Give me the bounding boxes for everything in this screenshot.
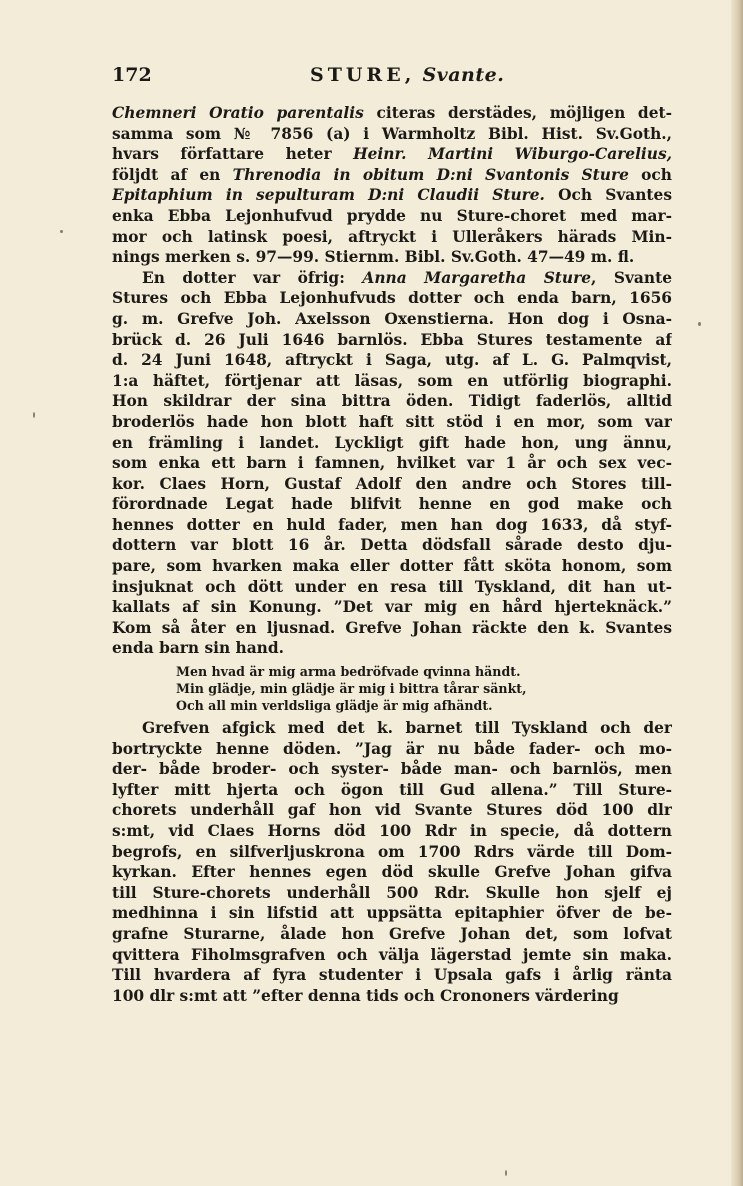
text-line: Chemneri Oratio parentalis citeras derstädes, möjligen det-	[112, 104, 672, 122]
paper-speck	[33, 412, 35, 418]
text-line: nings merken s. 97—99. Stiernm. Bibl. Sv.Goth. 47—49 m. fl.	[112, 248, 635, 267]
text-line: 100 dlr s:mt att ”efter denna tids och Crononers värdering	[112, 986, 619, 1005]
paper-speck	[698, 322, 701, 326]
text-line: broderlös hade hon blott haft sitt stöd i en mor, som var	[112, 412, 672, 431]
text-line: Stures och Ebba Lejonhufvuds dotter och enda barn, 1656	[112, 289, 672, 308]
text-line: enda barn sin hand.	[112, 639, 284, 658]
paper-speck	[505, 1170, 507, 1176]
text-line: dottern var blott 16 år. Detta dödsfall sårade desto dju-	[112, 536, 672, 555]
text-line: kyrkan. Efter hennes egen död skulle Grefve Johan gifva	[112, 863, 672, 882]
text-line: Kom så åter en ljusnad. Grefve Johan räckte den k. Svantes	[112, 618, 672, 637]
text-line: följdt af en Threnodia in obitum D:ni Svantonis Sture och	[112, 165, 672, 184]
text-line: grafne Sturarne, ålade hon Grefve Johan det, som lofvat	[112, 924, 672, 943]
text-line: g. m. Grefve Joh. Axelsson Oxenstierna. Hon dog i Osna-	[112, 309, 672, 328]
text-line: mor och latinsk poesi, aftryckt i Ulleråkers härads Min-	[112, 227, 672, 246]
text-line: chorets underhåll gaf hon vid Svante Stures död 100 dlr	[112, 801, 672, 820]
text-line: hennes dotter en huld fader, men han dog 1633, då styf-	[112, 515, 672, 534]
paragraph-2	[112, 268, 672, 659]
text-line: medhinna i sin lifstid att uppsätta epitaphier öfver de be-	[112, 904, 672, 923]
text-line: till Sture-chorets underhåll 500 Rdr. Skulle hon sjelf ej	[112, 883, 672, 902]
text-line: 1:a häftet, förtjenar att läsas, som en utförlig biographi.	[112, 371, 672, 390]
page-number: 172	[112, 64, 152, 86]
text-line: lyfter mitt hjerta och ögon till Gud allena.” Till Sture-	[112, 780, 672, 799]
poem-stanza	[112, 663, 672, 714]
text-line: brück d. 26 Juli 1646 barnlös. Ebba Stures testamente af	[112, 330, 672, 349]
running-head	[310, 64, 504, 86]
text-line: kallats af sin Konung. ”Det var mig en hård hjerteknäck.”	[112, 598, 672, 617]
text-line: kor. Claes Horn, Gustaf Adolf den andre och Stores till-	[112, 474, 672, 493]
poem-line: Men hvad är mig arma bedröfvade qvinna händt.	[176, 664, 521, 680]
text-line: En dotter var öfrig: Anna Margaretha Sture, Svante	[142, 268, 672, 287]
paragraph-3	[112, 718, 672, 1006]
text-line: samma som № 7856 (a) i Warmholtz Bibl. Hist. Sv.Goth.,	[112, 124, 672, 143]
text-line: enka Ebba Lejonhufvud prydde nu Sture-choret med mar-	[112, 206, 672, 225]
text-line: Grefven afgick med det k. barnet till Tyskland och der	[142, 719, 672, 738]
paragraph-1	[112, 103, 672, 268]
poem-line: Min glädje, min glädje är mig i bittra tårar sänkt,	[176, 681, 527, 697]
text-line: s:mt, vid Claes Horns död 100 Rdr in specie, då dottern	[112, 822, 672, 840]
text-line: Hon skildrar der sina bittra öden. Tidigt faderlös, alltid	[112, 392, 672, 411]
paper-speck	[60, 230, 63, 233]
page-edge	[731, 0, 743, 1186]
text-line: pare, som hvarken maka eller dotter fått sköta honom, som	[112, 557, 672, 576]
running-head-sub: Svante.	[422, 64, 505, 86]
page-header	[112, 64, 672, 90]
text-line: hvars författare heter Heinr. Martini Wiburgo-Carelius,	[112, 145, 672, 164]
text-line: som enka ett barn i famnen, hvilket var 1 år och sex vec-	[112, 454, 672, 473]
text-line: en främling i landet. Lyckligt gift hade hon, ung ännu,	[112, 433, 672, 452]
text-line: Epitaphium in sepulturam D:ni Claudii Sture. Och Svantes	[112, 186, 672, 205]
body-text	[112, 103, 672, 1006]
text-line: begrofs, en silfverljuskrona om 1700 Rdrs värde till Dom-	[112, 842, 672, 861]
text-line: der- både broder- och syster- både man- och barnlös, men	[112, 760, 672, 779]
poem-line: Och all min verldsliga glädje är mig afhändt.	[176, 698, 493, 714]
running-head-name: STURE,	[310, 64, 416, 86]
text-line: förordnade Legat hade blifvit henne en god make och	[112, 495, 672, 514]
text-line: bortryckte henne döden. ”Jag är nu både fader- och mo-	[112, 739, 672, 758]
text-line: d. 24 Juni 1648, aftryckt i Saga, utg. af L. G. Palmqvist,	[112, 351, 672, 370]
text-line: qvittera Fiholmsgrafven och välja lägerstad jemte sin maka.	[112, 945, 672, 964]
text-line: insjuknat och dött under en resa till Tyskland, dit han ut-	[112, 577, 672, 596]
text-line: Till hvardera af fyra studenter i Upsala gafs i årlig ränta	[112, 966, 672, 985]
